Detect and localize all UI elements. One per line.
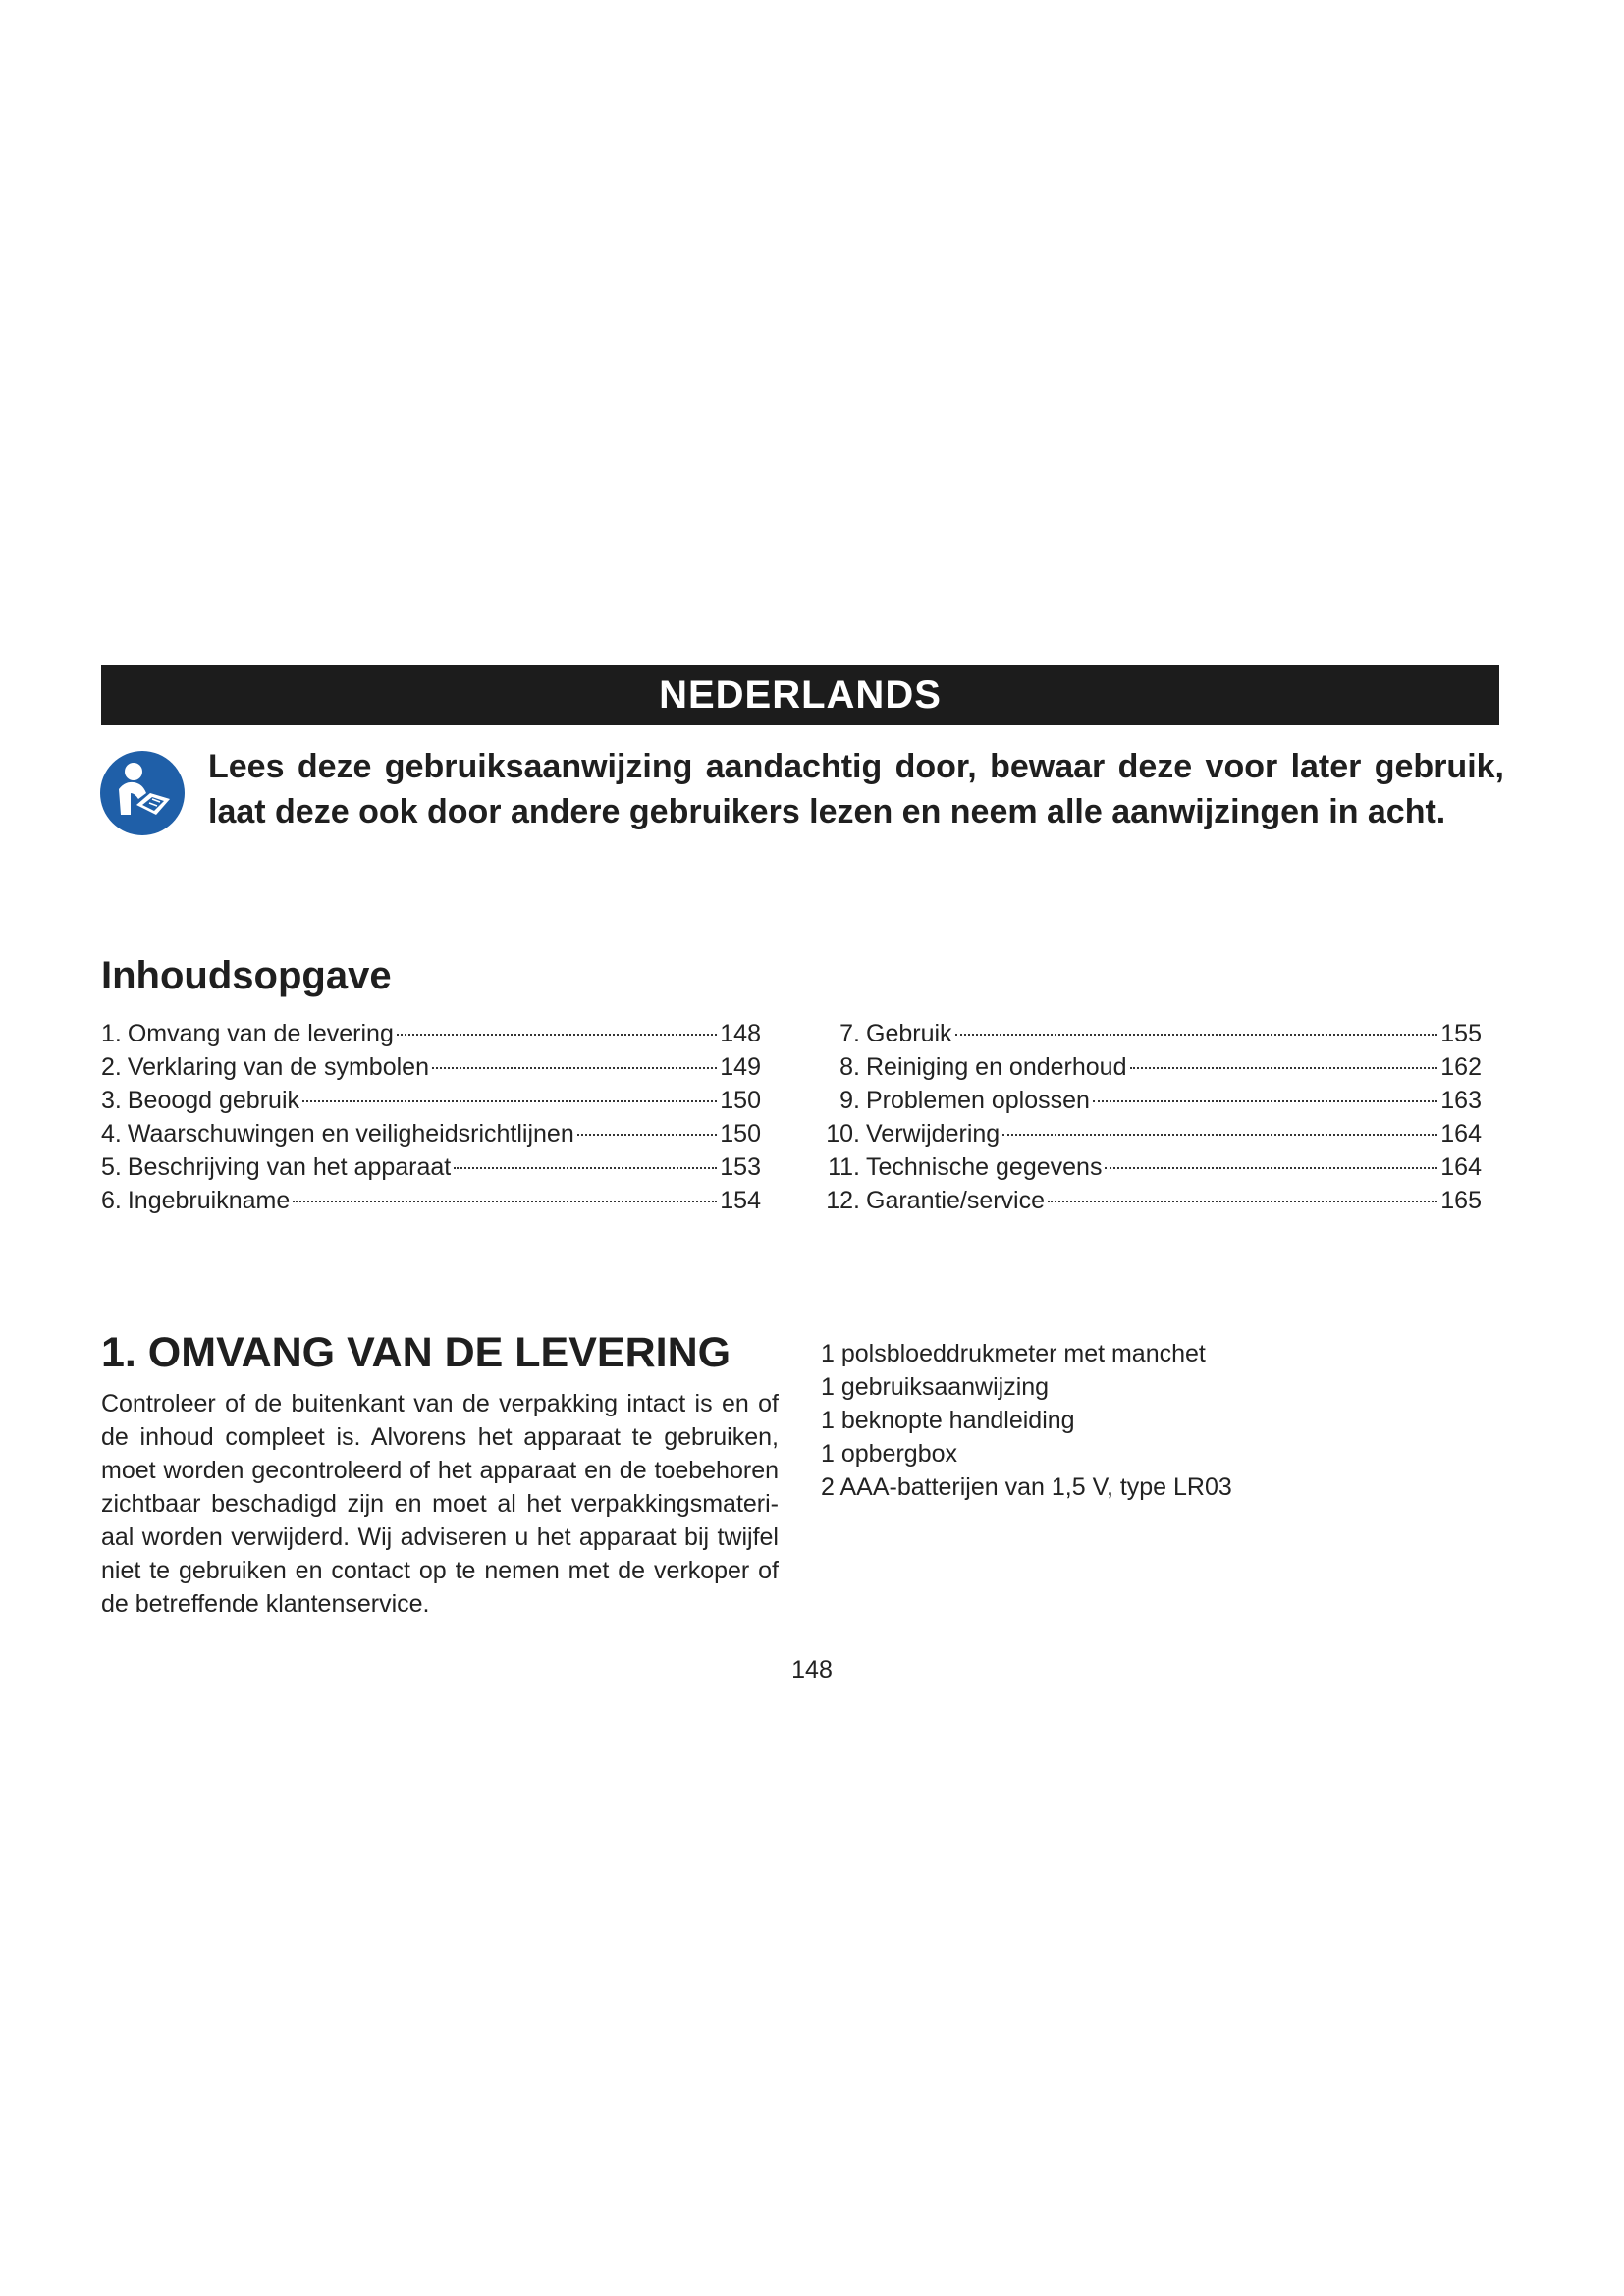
toc-leader-dots <box>1130 1067 1438 1069</box>
toc-entry-label: Verwijdering <box>866 1120 1001 1148</box>
toc-leader-dots <box>1048 1201 1437 1202</box>
toc-entry-number: 9. <box>839 1087 860 1114</box>
toc-entry <box>101 1050 761 1084</box>
toc-entry-label: Garantie/service <box>866 1187 1046 1214</box>
toc-entry-page: 163 <box>1440 1087 1482 1114</box>
toc-leader-dots <box>955 1034 1438 1036</box>
toc-entry-number: 12. <box>826 1187 860 1214</box>
toc-entry-number: 2. <box>101 1053 122 1081</box>
toc-left-column <box>101 1017 761 1217</box>
toc-entry-label: Beoogd gebruik <box>127 1087 299 1114</box>
toc-entry <box>101 1184 761 1217</box>
toc-entry <box>821 1150 1482 1184</box>
toc-leader-dots <box>302 1100 717 1102</box>
toc-entry-label: Problemen oplossen <box>866 1087 1090 1114</box>
toc-entry <box>821 1117 1482 1150</box>
list-item: 1 beknopte handleiding <box>821 1407 1075 1434</box>
toc-entry-page: 155 <box>1440 1020 1482 1047</box>
toc-entry-label: Waarschuwingen en veiligheidsrichtlijnen <box>127 1120 574 1148</box>
toc-entry-page: 164 <box>1440 1153 1482 1181</box>
toc-entry-label: Verklaring van de symbolen <box>127 1053 429 1081</box>
toc-entry <box>101 1084 761 1117</box>
toc-entry-number: 11. <box>828 1153 860 1181</box>
toc-heading: Inhoudsopgave <box>101 954 392 997</box>
read-manual-icon <box>99 750 186 836</box>
toc-leader-dots <box>397 1034 717 1036</box>
read-instructions-notice: Lees deze gebruiksaanwijzing aandachtig door, bewaar deze voor later gebruik, laat deze ook door andere gebruikers lezen en neem alle aanwijzingen in acht. <box>208 748 1504 830</box>
toc-entry-page: 164 <box>1440 1120 1482 1148</box>
language-banner <box>101 665 1499 725</box>
toc-entry-number: 1. <box>101 1020 122 1047</box>
toc-entry-page: 165 <box>1440 1187 1482 1214</box>
toc-entry-label: Omvang van de levering <box>127 1020 394 1047</box>
toc-entry-page: 154 <box>720 1187 761 1214</box>
toc-entry <box>101 1150 761 1184</box>
toc-entry <box>821 1050 1482 1084</box>
language-title: NEDERLANDS <box>659 672 942 717</box>
toc-entry-label: Gebruik <box>866 1020 952 1047</box>
toc-entry-page: 153 <box>720 1153 761 1181</box>
list-item: 2 AAA-batterijen van 1,5 V, type LR03 <box>821 1473 1232 1501</box>
toc-leader-dots <box>1002 1134 1437 1136</box>
toc-entry <box>101 1117 761 1150</box>
toc-leader-dots <box>293 1201 717 1202</box>
toc-entry-label: Beschrijving van het apparaat <box>127 1153 452 1181</box>
toc-entry-number: 5. <box>101 1153 122 1181</box>
toc-leader-dots <box>577 1134 718 1136</box>
toc-entry-page: 150 <box>720 1120 761 1148</box>
toc-entry <box>101 1017 761 1050</box>
section-body: Controleer of de buitenkant van de verpakking intact is en of de inhoud compleet is. Alvorens het apparaat te gebruiken, moet worden gecontroleerd of het apparaat en de toebehoren zichtbaar beschadigd zijn en moet al het verpakkingsmateri-aal worden verwijderd. Wij adviseren u het apparaat bij twijfel niet te gebruiken en contact op te nemen met de verkoper of de betreffende klantenservice. <box>101 1390 779 1618</box>
toc-entry-label: Technische gegevens <box>866 1153 1103 1181</box>
toc-entry-page: 149 <box>720 1053 761 1081</box>
toc-entry-label: Ingebruikname <box>127 1187 291 1214</box>
toc-entry-number: 8. <box>839 1053 860 1081</box>
page-number: 148 <box>791 1656 833 1683</box>
delivery-contents-list <box>821 1337 1489 1504</box>
toc-entry <box>821 1184 1482 1217</box>
toc-leader-dots <box>1093 1100 1437 1102</box>
toc-entry-page: 162 <box>1440 1053 1482 1081</box>
toc-entry-page: 150 <box>720 1087 761 1114</box>
toc-entry-number: 6. <box>101 1187 122 1214</box>
toc-entry-label: Reiniging en onderhoud <box>866 1053 1127 1081</box>
list-item: 1 polsbloeddrukmeter met manchet <box>821 1340 1206 1367</box>
toc-entry-number: 4. <box>101 1120 122 1148</box>
toc-right-column <box>821 1017 1482 1217</box>
toc-leader-dots <box>432 1067 717 1069</box>
toc-leader-dots <box>1105 1167 1437 1169</box>
section-heading: 1. OMVANG VAN DE LEVERING <box>101 1329 731 1376</box>
list-item: 1 gebruiksaanwijzing <box>821 1373 1050 1401</box>
toc-entry <box>821 1017 1482 1050</box>
toc-entry-number: 10. <box>826 1120 860 1148</box>
toc-entry-number: 7. <box>839 1020 860 1047</box>
list-item: 1 opbergbox <box>821 1440 958 1468</box>
toc-entry-number: 3. <box>101 1087 122 1114</box>
toc-entry-page: 148 <box>720 1020 761 1047</box>
toc-entry <box>821 1084 1482 1117</box>
toc-leader-dots <box>454 1167 717 1169</box>
